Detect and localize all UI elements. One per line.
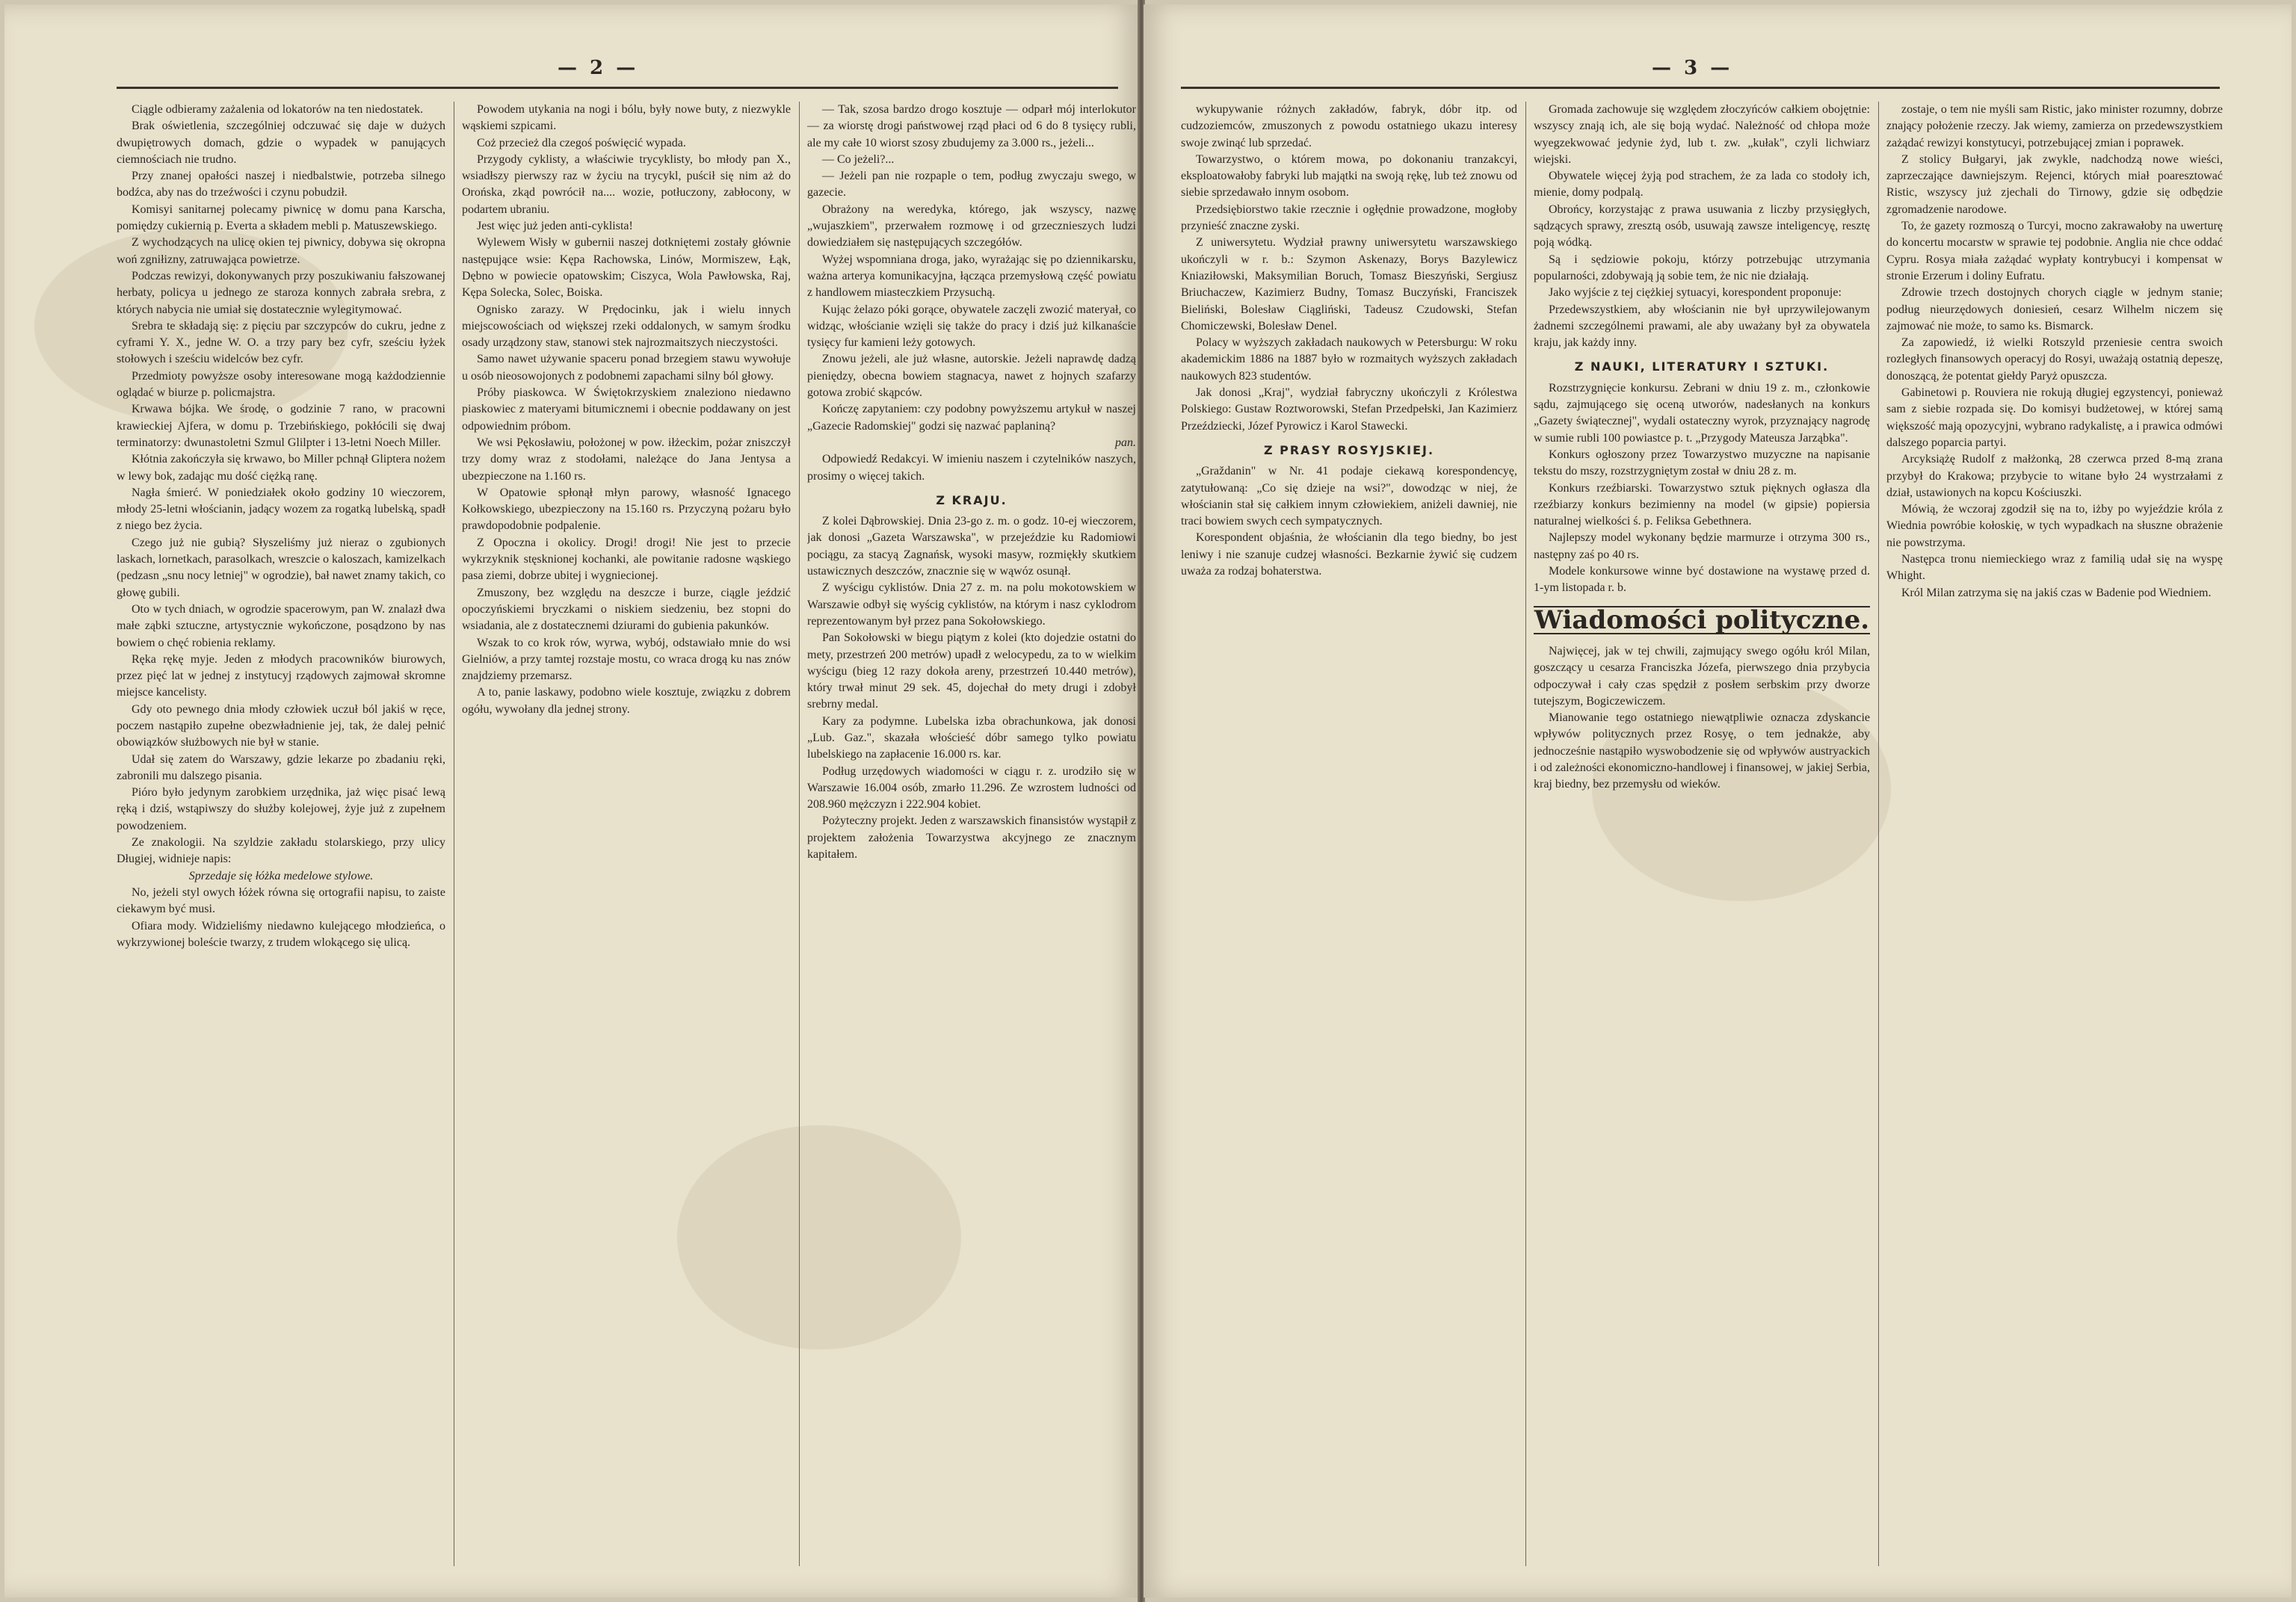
column-divider — [799, 102, 800, 1566]
article-paragraph: Obywatele więcej żyją pod strachem, że za lada co stodoły ich, mienie, domy podpalą. — [1534, 170, 1870, 200]
article-paragraph: Z stolicy Bułgaryi, jak zwykle, nadchodzą nowe wieści, zaprzeczające dawniejszym. Rejenci, których miał poaresztować Ristic, wszyscy już zjechali do Tirnowy, gdzie się odbędzie zgromadzenie narodowe. — [1886, 152, 2223, 216]
article-paragraph: Obrońcy, korzystając z prawa usuwania z liczby przysięgłych, sądzących sprawy, zresztą osób, usuwają zawsze inteligencyę, resztę poją wódką. — [1534, 202, 1870, 250]
article-paragraph: Nagła śmierć. W poniedziałek około godziny 10 wieczorem, młody 25-letni włościanin, jadący wozem za rogatką lubelską, spadł z niego bez życia. — [117, 486, 445, 533]
column — [807, 102, 1136, 1566]
article-paragraph: Towarzystwo, o którem mowa, po dokonaniu tranzakcyi, eksploatowałoby fabryki lub majątki na swoją rękę, lub też znowu od siebie sprzedawało innym osobom. — [1181, 152, 1517, 200]
column-divider — [1525, 102, 1526, 1566]
column — [1886, 102, 2223, 1566]
page-number: — 3 — — [1652, 57, 1733, 79]
article-paragraph: To, że gazety rozmoszą o Turcyi, mocno zakrawałoby na uwerturę do koncertu mocarstw w sprawie tej podobnie. Anglia nie chce oddać Cypru. Rosya miała zażądać wypłaty kontrybucyi i kompensat w stronie Erzerum i doliny Eufratu. — [1886, 220, 2223, 282]
article-paragraph: Wyżej wspomniana droga, jako, wyrażając się po dziennikarsku, ważna arterya komunikacyjna, łącząca przemysłową część powiatu z handlowem miasteczkiem Przysuchą. — [807, 253, 1136, 300]
article-paragraph: Czego już nie gubią? Słyszeliśmy już nieraz o zgubionych laskach, lornetkach, parasolkach, wreszcie o kaloszach, kamizelkach (pedzasn „snu nocy letniej" w ogrodzie), bał nawet znamy takich, co głowę gubili. — [117, 536, 445, 599]
article-paragraph: — Tak, szosa bardzo drogo kosztuje — odparł mój interlokutor — za wiorstę drogi państwowej rząd płaci od 6 do 8 tysięcy rubli, ale my całe 10 wiorst szosy zbudujemy za 3.000 rs., jeżeli... — [807, 103, 1136, 149]
article-paragraph: Jak donosi „Kraj", wydział fabryczny ukończyli z Królestwa Polskiego: Gustaw Roztworowski, Stefan Przedpełski, Jan Kazimierz Przeździecki, Józef Pyrowicz i Karol Stawecki. — [1181, 386, 1517, 433]
article-paragraph: Komisyi sanitarnej polecamy piwnicę w domu pana Karscha, pomiędzy cukiernią p. Everta a składem mebli p. Matuszewskiego. — [117, 202, 445, 233]
article-paragraph: Odpowiedź Redakcyi. W imieniu naszem i czytelników naszych, prosimy o więcej takich. — [807, 453, 1136, 483]
page-left — [4, 4, 1139, 1598]
article-paragraph: Ciągle odbieramy zażalenia od lokatorów na ten niedostatek. — [132, 103, 424, 116]
article-paragraph: Przedewszystkiem, aby włościanin nie był uprzywilejowanym żadnemi szczególnemi prawami, ale aby uważany był za obywatela kraju, jak każdy inny. — [1534, 303, 1870, 350]
column-divider — [1878, 102, 1879, 1566]
article-paragraph: Samo nawet używanie spaceru ponad brzegiem stawu wywołuje u osób nieosowojonych z podobnemi zapachami silny ból głowy. — [462, 353, 791, 383]
article-paragraph: Z wychodzących na ulicę okien tej piwnicy, dobywa się okropna woń zgniłizny, zatruwająca powietrze. — [117, 236, 445, 266]
article-paragraph: Zdrowie trzech dostojnych chorych ciągle w jednym stanie; podług nieurzędowych doniesień, cesarz Wilhelm niczem się zajmować nie może, to samo ks. Bismarck. — [1886, 286, 2223, 333]
article-paragraph: Ręka rękę myje. Jeden z młodych pracowników biurowych, przez pięć lat w jednej z instytucyj rządowych zajmował skromne miejsce kancelisty. — [117, 652, 445, 699]
header-rule — [117, 87, 1118, 89]
article-paragraph: Najlepszy model wykonany będzie marmurze i otrzyma 300 rs., następny zaś po 40 rs. — [1534, 531, 1870, 561]
article-paragraph: Z uniwersytetu. Wydział prawny uniwersytetu warszawskiego ukończyli w r. b.: Szymon Askenazy, Borys Bazylewicz Kniaziłowski, Maksymilian Boruch, Tomasz Bieszyński, Sergiusz Briuchaczew, Kazimierz Budny, Tomasz Buczyński, Franciszek Bieliński, Bolesław Ciągliński, Tadeusz Czudowski, Stefan Chomiczewski, Bolesław Denel. — [1181, 236, 1517, 333]
article-paragraph: Z kolei Dąbrowskiej. Dnia 23-go z. m. o godz. 10-ej wieczorem, jak donosi „Gazeta Warszawska", w przejeździe ku Radomiowi pociągu, za stacyą Zagnańsk, wysoki masyw, rozmiękły skutkiem ustawicznych deszczów, znacznie się w wąwóz osunął. — [807, 515, 1136, 578]
article-paragraph: Polacy w wyższych zakładach naukowych w Petersburgu: W roku akademickim 1886 na 1887 było w rozmaitych wyższych zakładach naukowych 823 studentów. — [1181, 336, 1517, 383]
article-paragraph: Z wyścigu cyklistów. Dnia 27 z. m. na polu mokotowskiem w Warszawie odbył się wyścig cyklistów, na którym i nasz cyklodrom reprezentowanym był przez pana Sokołowskiego. — [807, 581, 1136, 628]
article-paragraph: Udał się zatem do Warszawy, gdzie lekarze po zbadaniu ręki, zabronili mu dalszego pisania. — [117, 752, 445, 782]
article-paragraph: Następca tronu niemieckiego wraz z familią udał się na wyspę Whight. — [1886, 553, 2223, 583]
article-paragraph: Kłótnia zakończyła się krwawo, bo Miller pchnął Gliptera nożem w lewy bok, zadając mu dość ciężką ranę. — [117, 453, 445, 483]
header-rule — [1181, 87, 2220, 89]
article-paragraph: Pan Sokołowski w biegu piątym z kolei (kto dojedzie ostatni do mety, przestrzeń 200 metrów) upadł z welocypedu, za to w wielkim wyścigu (bieg 12 razy dokoła areny, przestrzeń 10.440 metrów), który trwał minut 29 sek. 45, dojechał do mety drugi i zdobył srebrny medal. — [807, 631, 1136, 711]
page-number: — 2 — — [558, 57, 639, 79]
article-paragraph: W Opatowie spłonął młyn parowy, własność Ignacego Kołkowskiego, ubezpieczony na 15.160 rs. Przyczyną pożaru było prawdopodobnie podpalenie. — [462, 486, 791, 533]
article-paragraph: We wsi Pękosławiu, położonej w pow. iłżeckim, pożar zniszczył trzy domy wraz z stodołami, należące do Jana Jentysa a ubezpieczone na 1.160 rs. — [462, 436, 791, 483]
article-paragraph: — Co jeżeli?... — [822, 152, 895, 166]
article-paragraph: Jako wyjście z tej ciężkiej sytuacyi, korespondent proponuje: — [1549, 286, 1842, 300]
article-paragraph: Jest więc już jeden anti-cyklista! — [477, 220, 633, 233]
article-paragraph: Znowu jeżeli, ale już własne, autorskie. Jeżeli naprawdę dadzą pieniędzy, obecna bowiem stagnacya, nawet z hojnych szafarzy gotowa zrobić skąpców. — [807, 353, 1136, 400]
section-title: Wiadomości polityczne. — [1534, 604, 1870, 635]
article-paragraph: Konkurs rzeźbiarski. Towarzystwo sztuk pięknych ogłasza dla rzeźbiarzy konkurs bezimienny na model (w gipsie) popiersia naturalnej wielkości ś. p. Feliksa Gebethnera. — [1534, 481, 1870, 528]
article-paragraph: Mianowanie tego ostatniego niewątpliwie oznacza zdyskancie wpływów politycznych przez Rosyę, o tem jednakże, aby jednocześnie nastąpiło wyswobodzenie się od wpływów austryackich i od zależności ekonomiczno-handlowej i finansowej, w jakiej Serbia, kraj biedny, bez przemysłu od wieków. — [1534, 711, 1870, 791]
article-paragraph: Za zapowiedź, iż wielki Rotszyld przeniesie centra swoich rozległych finansowych operacyj do Rosyi, uważają ostatnią depeszę, donoszącą, że potentat giełdy Paryż opuszcza. — [1886, 336, 2223, 383]
article-paragraph: Przy znanej opałości naszej i niedbalstwie, potrzeba silnego bodźca, aby nas do trzeźwości i czynu pobudził. — [117, 170, 445, 200]
article-paragraph: Pióro było jedynym zarobkiem urzędnika, jaż więc pisać lewą ręką i dziś, wstąpiwszy do służby kolejowej, żyje już z zupełnem powodzeniem. — [117, 786, 445, 832]
column — [1534, 102, 1870, 1566]
article-paragraph: Wszak to co krok rów, wyrwa, wybój, odstawiało mnie do wsi Gielniów, a przy tamtej rozstaje mostu, co wraca drogą ku nas znów znajdziemy przemarsz. — [462, 636, 791, 683]
article-paragraph: Oto w tych dniach, w ogrodzie spacerowym, pan W. znalazł dwa małe ząbki sztuczne, artystycznie wykończone, posądzono by nas bowiem o chęć robienia reklamy. — [117, 602, 445, 649]
article-paragraph: Podczas rewizyi, dokonywanych przy poszukiwaniu fałszowanej herbaty, policya u jednego ze staroza konnych zabrała srebra, z których nabycia nie umiał się dostatecznie wylegitymować. — [117, 269, 445, 316]
article-paragraph: Pożyteczny projekt. Jeden z warszawskich finansistów wystąpił z projektem założenia Towarzystwa akcyjnego ze znacznym kapitałem. — [807, 814, 1136, 862]
article-paragraph: Przygody cyklisty, a właściwie trycyklisty, bo młody pan X., wsiadłszy pierwszy raz w życiu na trycykl, puścił się nim aż do Orońska, zkąd powrócił na.... wozie, potłuczony, zabłocony, w podartem ubraniu. — [462, 152, 791, 216]
column — [462, 102, 791, 1566]
article-paragraph: No, jeżeli styl owych łóżek równa się ortografii napisu, to zaiste ciekawym być musi. — [117, 885, 445, 916]
article-paragraph: wykupywanie różnych zakładów, fabryk, dóbr itp. od cudzoziemców, zmuszonych z powodu ostatniego ukazu interesy swoje zwinąć lub sprzedać. — [1181, 103, 1517, 149]
article-paragraph: A to, panie laskawy, podobno wiele kosztuje, związku z dobrem ogółu, wywołany dla jednej strony. — [462, 686, 791, 716]
article-paragraph: Rozstrzygnięcie konkursu. Zebrani w dniu 19 z. m., członkowie sądu, zajmującego się oceną utworów, nadesłanych na konkurs „Gazety świątecznej", wydali ostateczny wyrok, przyznający nagrodę w sumie rubli 100 powiastce p. t. „Przygody Mateusza Jarząbka". — [1534, 381, 1870, 445]
article-paragraph: Gdy oto pewnego dnia młody człowiek uczuł ból jakiś w ręce, poczem nastąpiło zupełne obezwładnienie jej, tak, że dalej pełnić obowiązków służbowych nie był w stanie. — [117, 702, 445, 749]
article-paragraph: Kończę zapytaniem: czy podobny powyższemu artykuł w naszej „Gazecie Radomskiej" godzi się nazwać paplaniną? — [807, 403, 1136, 433]
article-paragraph: Powodem utykania na nogi i bólu, były nowe buty, z niezwykle wąskiemi szpicami. — [462, 103, 791, 133]
article-paragraph: Obrażony na weredyka, którego, jak wszyscy, nazwę „wujaszkiem", przerwałem rozmowę i od grzecznieszych ludzi dowiedziałem się następujących szczegółów. — [807, 202, 1136, 250]
article-paragraph: Przedsiębiorstwo takie rzecznie i ogłędnie prowadzone, mogłoby przynieść znaczne zyski. — [1181, 202, 1517, 233]
article-paragraph: Korespondent objaśnia, że włościanin dla tego biedny, bo jest leniwy i nie szanuje cudzej własności. Bezkarnie żywić się cudzem uważa za rodzaj bohaterstwa. — [1181, 531, 1517, 578]
article-paragraph: Kując żelazo póki gorące, obywatele zaczęli zwozić materyał, co widząc, włościanie wzięli się także do pracy i dziś już kilkanaście tysięcy fur kamieni leży gotowych. — [807, 303, 1136, 350]
article-paragraph: Arcyksiążę Rudolf z małżonką, 28 czerwca przed 8-mą zrana przybył do Krakowa; przybycie to witane było 24 wystrzałami z dział, ustawionych na kopcu Kościuszki. — [1886, 453, 2223, 499]
article-paragraph: Modele konkursowe winne być dostawione na wystawę przed d. 1-ym listopada r. b. — [1534, 565, 1870, 595]
article-paragraph: Kary za podymne. Lubelska izba obrachunkowa, jak donosi „Lub. Gaz.", skazała włościeść dóbr samego tylko powiatu lubelskiego na zapłacenie 16.000 rs. kar. — [807, 714, 1136, 761]
article-paragraph: Przedmioty powyższe osoby interesowane mogą każdodziennie oglądać w biurze p. policmajstra. — [117, 369, 445, 400]
article-paragraph: Ofiara mody. Widzieliśmy niedawno kulejącego młodzieńca, o wykrzywionej boleście twarzy, z trudem wlokącego się ulicą. — [117, 919, 445, 949]
article-paragraph: Próby piaskowca. W Świętokrzyskiem znaleziono niedawno piaskowiec z materyami bitumicznemi i obecnie poddawany on jest odpowiednim próbom. — [462, 386, 791, 433]
signature: pan. — [1115, 436, 1136, 449]
article-paragraph: Gromada zachowuje się względem złoczyńców całkiem obojętnie: wszyscy znają ich, ale się boją wydać. Należność od chłopa może wyegzekwować jedynie żyd, lub t. zw. „kułak", czyli lichwiarz wiejski. — [1534, 103, 1870, 166]
article-paragraph: Krwawa bójka. We środę, o godzinie 7 rano, w pracowni krawieckiej Ajfera, w domu p. Trzebińskiego, pokłócili się dwaj terminatorzy: dwunastoletni Szmul Glilpter i 13-letni Noech Miller. — [117, 403, 445, 449]
article-paragraph: „Graždanin" w Nr. 41 podaje ciekawą korespondencyę, zatytułowaną: „Co się dzieje na wsi?", dowodząc w niej, że włościanin stał się całkiem innym człowiekiem, aniżeli dawniej, nie traci bowiem swych cech sympatycznych. — [1181, 465, 1517, 528]
article-paragraph: Ognisko zarazy. W Prędocinku, jak i wielu innych miejscowościach od większej rzeki oddalonych, w samym środku osady urządzony staw, stanowi stek najrozmaitszych nieczystości. — [462, 303, 791, 350]
article-paragraph: Coż przecież dla czegoś poświęcić wypada. — [477, 136, 686, 149]
article-paragraph: Gabinetowi p. Rouviera nie rokują długiej egzystencyi, ponieważ sam z siebie rozpada się. Do komisyi budżetowej, w której samą większość mają opozycyjni, wybrano radykalistę, a i prawica odmówi dalszego poparcia partyi. — [1886, 386, 2223, 449]
article-paragraph: Brak oświetlenia, szczególniej odczuwać się daje w dużych dwupiętrowych domach, gdzie o wypadek w panujących ciemnościach nie trudno. — [117, 120, 445, 166]
article-paragraph: Są i sędziowie pokoju, którzy potrzebując utrzymania popularności, zdobywają ją sobie tem, że nic nie działają. — [1534, 253, 1870, 282]
article-paragraph: Najwięcej, jak w tej chwili, zajmujący swego ogółu król Milan, goszczący u cesarza Franciszka Józefa, pierwszego dnia przybycia odpoczywał i cały czas spędził z posłem serbskim przy dworze tutejszym, Bogiczewiczem. — [1534, 644, 1870, 708]
quoted-sign: Sprzedaje się łóżka medelowe stylowe. — [188, 869, 374, 882]
section-heading: Z KRAJU. — [936, 492, 1007, 507]
column — [1181, 102, 1517, 1566]
article-paragraph: Z Opoczna i okolicy. Drogi! drogi! Nie jest to przecie wykrzyknik stęsknionej kochanki, ale powitanie radosne wąskiego pasa ziemi, dobrze ubitej i wygniecionej. — [462, 536, 791, 583]
article-paragraph: Mówią, że wczoraj zgodził się na to, iżby po wyjeździe króla z Wiednia powróbie kołoskię, w tych wypadkach na słuszne obrażenie nie powstrzyma. — [1886, 503, 2223, 549]
article-paragraph: Srebra te składają się: z pięciu par szczypców do cukru, jedne z cyframi Y. X., jedne W. O. a trzy pary bez cyfr, sześciu łyżek stołowych i sześciu widelców bez cyfr. — [117, 319, 445, 366]
article-paragraph: — Jeżeli pan nie rozpaple o tem, podług zwyczaju swego, w gazecie. — [807, 170, 1136, 200]
section-heading: Z NAUKI, LITERATURY I SZTUKI. — [1574, 359, 1830, 374]
page-right — [1144, 4, 2292, 1598]
article-paragraph: Podług urzędowych wiadomości w ciągu r. z. urodziło się w Warszawie 16.004 osób, zmarło 11.296. Ze wzrostem ludności od 208.960 mężczyzn i 222.904 kobiet. — [807, 764, 1136, 811]
article-paragraph: Zmuszony, bez względu na deszcze i burze, ciągle jeździć opoczyńskiemi bryczkami o niskiem siedzeniu, bez stopni do wsiadania, ale z dostatecznemi dziurami do gubienia pakunków. — [462, 586, 791, 633]
section-heading: Z PRASY ROSYJSKIEJ. — [1263, 442, 1435, 457]
column — [117, 102, 445, 1566]
article-paragraph: Wylewem Wisły w gubernii naszej dotkniętemi zostały głównie następujące wsie: Kępa Rachowska, Linów, Mormiszew, Łąk, Dębno w powiecie opatowskim; Ciszyca, Wola Pawłowska, Raj, Kępa Solecka, Solec, Boiska. — [462, 236, 791, 300]
article-paragraph: Konkurs ogłoszony przez Towarzystwo muzyczne na napisanie tekstu do mszy, rozstrzygniętym został w dniu 28 z. m. — [1534, 448, 1870, 478]
article-paragraph: zostaje, o tem nie myśli sam Ristic, jako minister rozumny, dobrze znający położenie rzeczy. Jak wiemy, zamierza on przedewszystkiem zażądać rewizyi konstytucyi, potrzebującej zmian i poprawek. — [1886, 103, 2223, 149]
article-paragraph: Ze znakologii. Na szyldzie zakładu stolarskiego, przy ulicy Długiej, widnieje napis: — [117, 836, 445, 866]
article-paragraph: Król Milan zatrzyma się na jakiś czas w Badenie pod Wiedniem. — [1901, 586, 2212, 599]
